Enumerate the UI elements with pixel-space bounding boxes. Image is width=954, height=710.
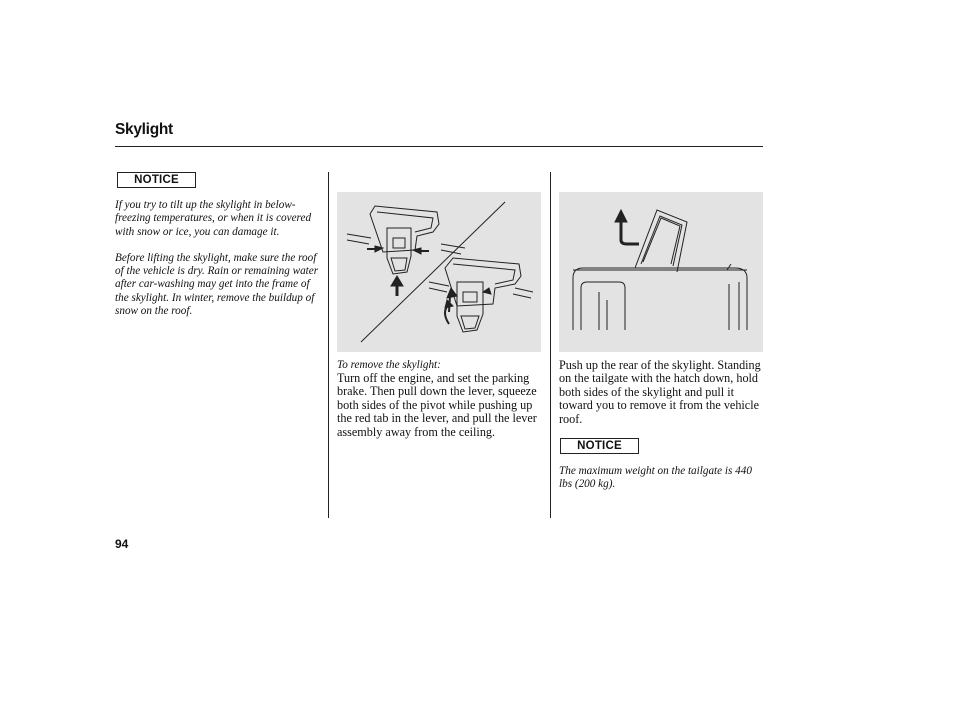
column-divider-right [550, 172, 551, 518]
removal-instructions: Turn off the engine, and set the parking brake. Then pull down the lever, squeeze both sides of the pivot while pushing up the red tab in the lever, and pull the lever assembly away from the ceiling. [337, 371, 537, 439]
title-rule [115, 146, 763, 147]
notice-paragraph-1: If you try to tilt up the skylight in below-freezing temperatures, or when it is covered with snow or ice, you can damage it. [115, 199, 312, 238]
notice-paragraph-2: Before lifting the skylight, make sure the roof of the vehicle is dry. Rain or remaining water after car-washing may get into the frame of the skylight. In winter, remove the buildup of snow on the roof. [115, 251, 319, 318]
notice-label-right: NOTICE [560, 438, 639, 454]
skylight-removal-drawing [559, 192, 763, 352]
page-number: 94 [115, 537, 129, 551]
tailgate-weight-notice: The maximum weight on the tailgate is 440 lbs (200 kg). [559, 465, 752, 491]
page-title: Skylight [115, 121, 173, 138]
column-divider-left [328, 172, 329, 518]
skylight-push-instructions: Push up the rear of the skylight. Standing on the tailgate with the hatch down, hold both sides of the skylight and pull it toward you to remove it from the vehicle roof. [559, 358, 761, 426]
skylight-illustration [559, 192, 763, 352]
lever-illustration [337, 192, 541, 352]
lever-release-drawing [337, 192, 541, 352]
notice-label: NOTICE [117, 172, 196, 188]
removal-caption: To remove the skylight: [337, 359, 441, 371]
left-notice-text [115, 199, 325, 318]
